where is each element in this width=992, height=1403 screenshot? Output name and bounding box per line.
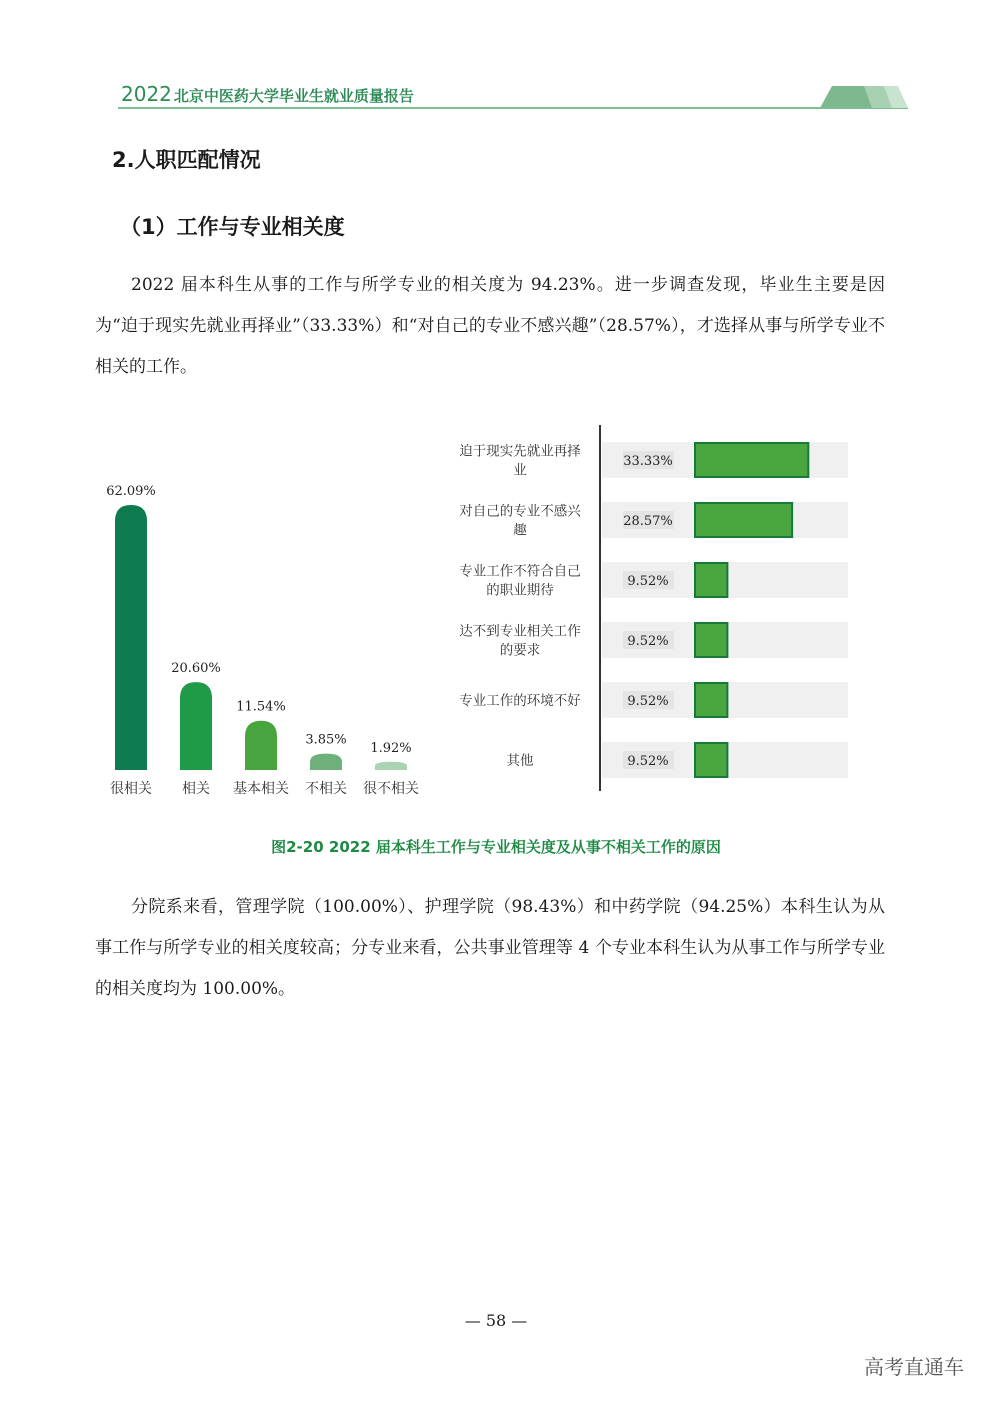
subsection-title: （1）工作与专业相关度 — [120, 215, 345, 239]
section-title: 2.人职匹配情况 — [112, 148, 261, 172]
header-year: 2022 — [121, 82, 172, 106]
category-label: 达不到专业相关工作 — [459, 623, 581, 640]
paragraph-2 — [95, 887, 885, 1010]
bar-3 — [245, 721, 277, 770]
bar-value-label: 28.57% — [623, 514, 673, 529]
paragraph-2-text: 分院系来看，管理学院（100.00%）、护理学院（98.43%）和中药学院（94.25%）本科生认为从事工作与所学专业的相关度较高；分专业来看，公共事业管理等 4 个专业本科生认为从事工作与所学专业的相关度均为 100.00%。 — [95, 897, 885, 999]
bar-5 — [375, 762, 407, 770]
paragraph-1-text: 2022 届本科生从事的工作与所学专业的相关度为 94.23%。进一步调查发现，毕业生主要是因为“迫于现实先就业再择业”（33.33%）和“对自己的专业不感兴趣”（28.57%），才选择从事与所学专业不相关的工作。 — [95, 275, 885, 377]
category-label: 基本相关 — [233, 781, 289, 797]
irrelevant-reasons-bar-chart — [440, 425, 860, 800]
paragraph-1 — [95, 265, 885, 388]
category-label: 迫于现实先就业再择 — [459, 443, 581, 460]
bar-6 — [695, 743, 727, 777]
header-title-text: 北京中医药大学毕业生就业质量报告 — [173, 87, 414, 105]
bar-value-label: 11.54% — [236, 699, 286, 715]
category-label: 趣 — [513, 522, 527, 539]
header-rule — [118, 107, 908, 109]
bar-2 — [180, 682, 212, 770]
page-number: — 58 — — [464, 1311, 528, 1330]
bar-2 — [695, 503, 792, 537]
category-label: 专业工作不符合自己 — [459, 563, 581, 580]
bar-1 — [115, 505, 147, 770]
category-label: 的要求 — [499, 642, 541, 659]
bar-value-label: 9.52% — [627, 634, 669, 649]
category-label: 其他 — [506, 753, 534, 769]
category-label: 不相关 — [305, 781, 347, 797]
category-label: 业 — [513, 462, 527, 479]
bar-value-label: 33.33% — [623, 454, 673, 469]
bar-value-label: 1.92% — [370, 740, 412, 756]
relevance-bar-chart — [95, 470, 435, 810]
bar-value-label: 9.52% — [627, 574, 669, 589]
category-label: 很相关 — [110, 781, 152, 797]
report-header-title — [121, 82, 414, 106]
bar-3 — [695, 563, 727, 597]
bar-5 — [695, 683, 727, 717]
category-label: 的职业期待 — [486, 582, 554, 599]
figure-caption: 图2-20 2022 届本科生工作与专业相关度及从事不相关工作的原因 — [271, 838, 721, 856]
bar-4 — [695, 623, 727, 657]
category-label: 很不相关 — [363, 781, 419, 797]
bar-1 — [695, 443, 808, 477]
bar-4 — [310, 754, 342, 770]
category-label: 专业工作的环境不好 — [459, 693, 581, 709]
bar-value-label: 9.52% — [627, 694, 669, 709]
watermark: 高考直通车 — [864, 1355, 964, 1379]
bar-value-label: 3.85% — [305, 732, 347, 748]
category-label: 对自己的专业不感兴 — [459, 503, 581, 520]
bar-value-label: 62.09% — [106, 484, 156, 499]
category-label: 相关 — [182, 781, 210, 797]
header-decoration — [818, 84, 910, 110]
bar-value-label: 20.60% — [171, 661, 221, 677]
bar-value-label: 9.52% — [627, 754, 669, 769]
